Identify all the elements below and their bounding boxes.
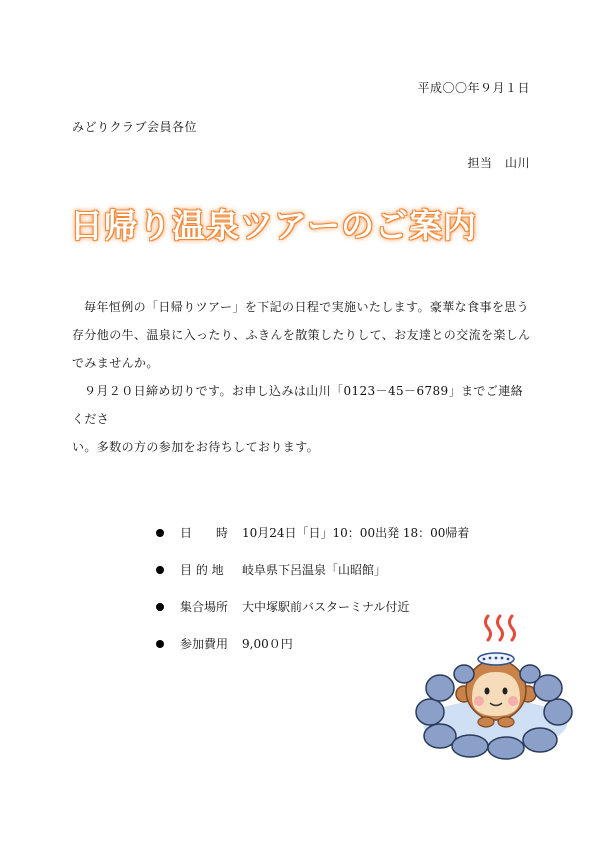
detail-label: 日 時 [180,526,229,540]
body-line: 存分他の牛、温泉に入ったり、ふきんを散策したりして、お友達との交流を楽しん [72,328,531,342]
bullet-icon [156,603,164,611]
detail-label: 集合場所 [180,600,229,614]
steam-icon [486,616,515,640]
body-line: ９月２０日締め切りです。お申し込みは山川「0123－45－6789」までご連絡くださ [72,384,523,426]
recipient-line: みどりクラブ会員各位 [72,120,198,134]
body-line: い。多数の方の参加をお待ちしております。 [72,440,320,454]
detail-value: 10月24日「日」10：00出発 18：00帰着 [242,526,470,540]
body-text [72,293,532,461]
detail-label: 参加費用 [180,637,229,651]
bullet-icon [156,529,164,537]
body-line: 毎年恒例の「日帰りツアー」を下記の日程で実施いたします。豪華な食事を思う [84,300,530,314]
bullet-icon [156,566,164,574]
document-date: 平成〇〇年９月１日 [417,81,530,95]
body-line: でみませんか。 [72,356,159,370]
detail-value: 大中塚駅前バスターミナル付近 [242,600,410,614]
detail-value: 9,00０円 [242,637,293,651]
monkey-in-hot-spring-icon [410,612,580,762]
detail-item-datetime [156,514,469,551]
detail-item-destination [156,551,469,588]
page-title: 日帰り温泉ツアーのご案内 [70,206,478,245]
bullet-icon [156,640,164,648]
detail-label: 目 的 地 [180,563,224,577]
contact-person: 担当 山川 [467,156,530,170]
detail-value: 岐阜県下呂温泉「山昭館」 [242,563,387,577]
